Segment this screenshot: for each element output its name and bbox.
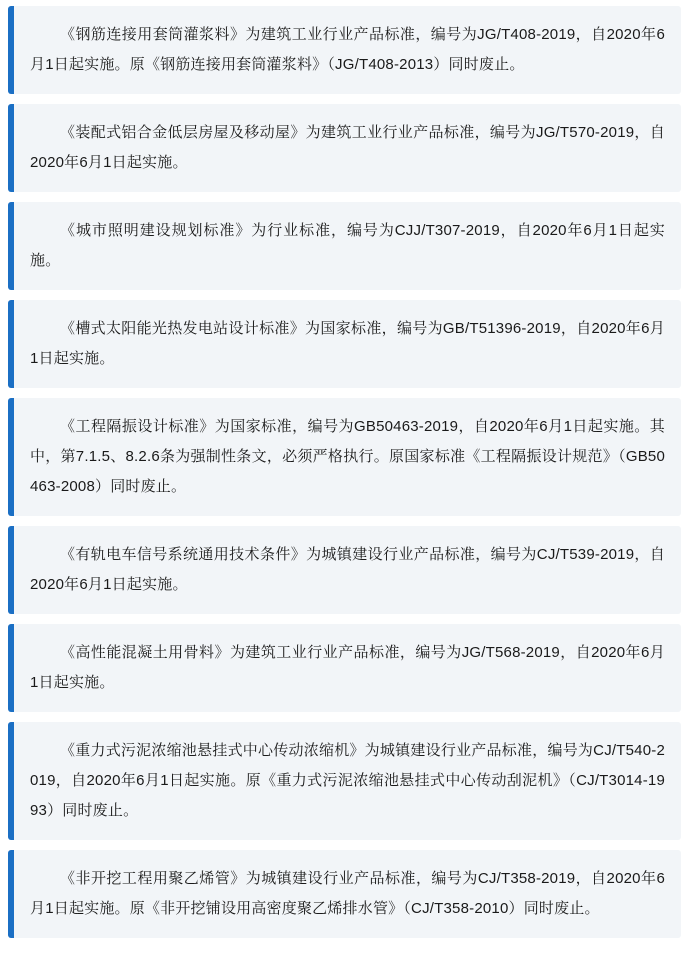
accent-bar — [8, 300, 14, 388]
list-item-text: 《钢筋连接用套筒灌浆料》为建筑工业行业产品标准，编号为JG/T408-2019，自2020年6月1日起实施。原《钢筋连接用套筒灌浆料》（JG/T408-2013）同时废止。 — [30, 26, 665, 73]
accent-bar — [8, 104, 14, 192]
list-item — [8, 104, 681, 192]
list-item — [8, 202, 681, 290]
list-item-text: 《高性能混凝土用骨料》为建筑工业行业产品标准，编号为JG/T568-2019，自2020年6月1日起实施。 — [30, 644, 665, 691]
list-item-text: 《槽式太阳能光热发电站设计标准》为国家标准，编号为GB/T51396-2019，自2020年6月1日起实施。 — [30, 320, 665, 367]
list-item-text: 《装配式铝合金低层房屋及移动屋》为建筑工业行业产品标准，编号为JG/T570-2019，自2020年6月1日起实施。 — [30, 124, 665, 171]
list-item — [8, 526, 681, 614]
accent-bar — [8, 202, 14, 290]
list-item-text: 《非开挖工程用聚乙烯管》为城镇建设行业产品标准，编号为CJ/T358-2019，自2020年6月1日起实施。原《非开挖铺设用高密度聚乙烯排水管》（CJ/T358-2010）同时废止。 — [30, 870, 665, 917]
accent-bar — [8, 850, 14, 938]
list-item — [8, 300, 681, 388]
accent-bar — [8, 526, 14, 614]
list-item — [8, 6, 681, 94]
list-item — [8, 624, 681, 712]
list-item — [8, 398, 681, 516]
list-item-text: 《有轨电车信号系统通用技术条件》为城镇建设行业产品标准，编号为CJ/T539-2019，自2020年6月1日起实施。 — [30, 546, 665, 593]
list-item-text: 《重力式污泥浓缩池悬挂式中心传动浓缩机》为城镇建设行业产品标准，编号为CJ/T540-2019，自2020年6月1日起实施。原《重力式污泥浓缩池悬挂式中心传动刮泥机》（CJ/T3014-1993）同时废止。 — [30, 742, 665, 819]
accent-bar — [8, 624, 14, 712]
list-item-text: 《工程隔振设计标准》为国家标准，编号为GB50463-2019，自2020年6月1日起实施。其中，第7.1.5、8.2.6条为强制性条文，必须严格执行。原国家标准《工程隔振设计规范》（GB50463-2008）同时废止。 — [30, 418, 665, 495]
list-item-text: 《城市照明建设规划标准》为行业标准，编号为CJJ/T307-2019，自2020年6月1日起实施。 — [30, 222, 665, 269]
accent-bar — [8, 398, 14, 516]
list-item — [8, 850, 681, 938]
list-item — [8, 722, 681, 840]
accent-bar — [8, 6, 14, 94]
accent-bar — [8, 722, 14, 840]
